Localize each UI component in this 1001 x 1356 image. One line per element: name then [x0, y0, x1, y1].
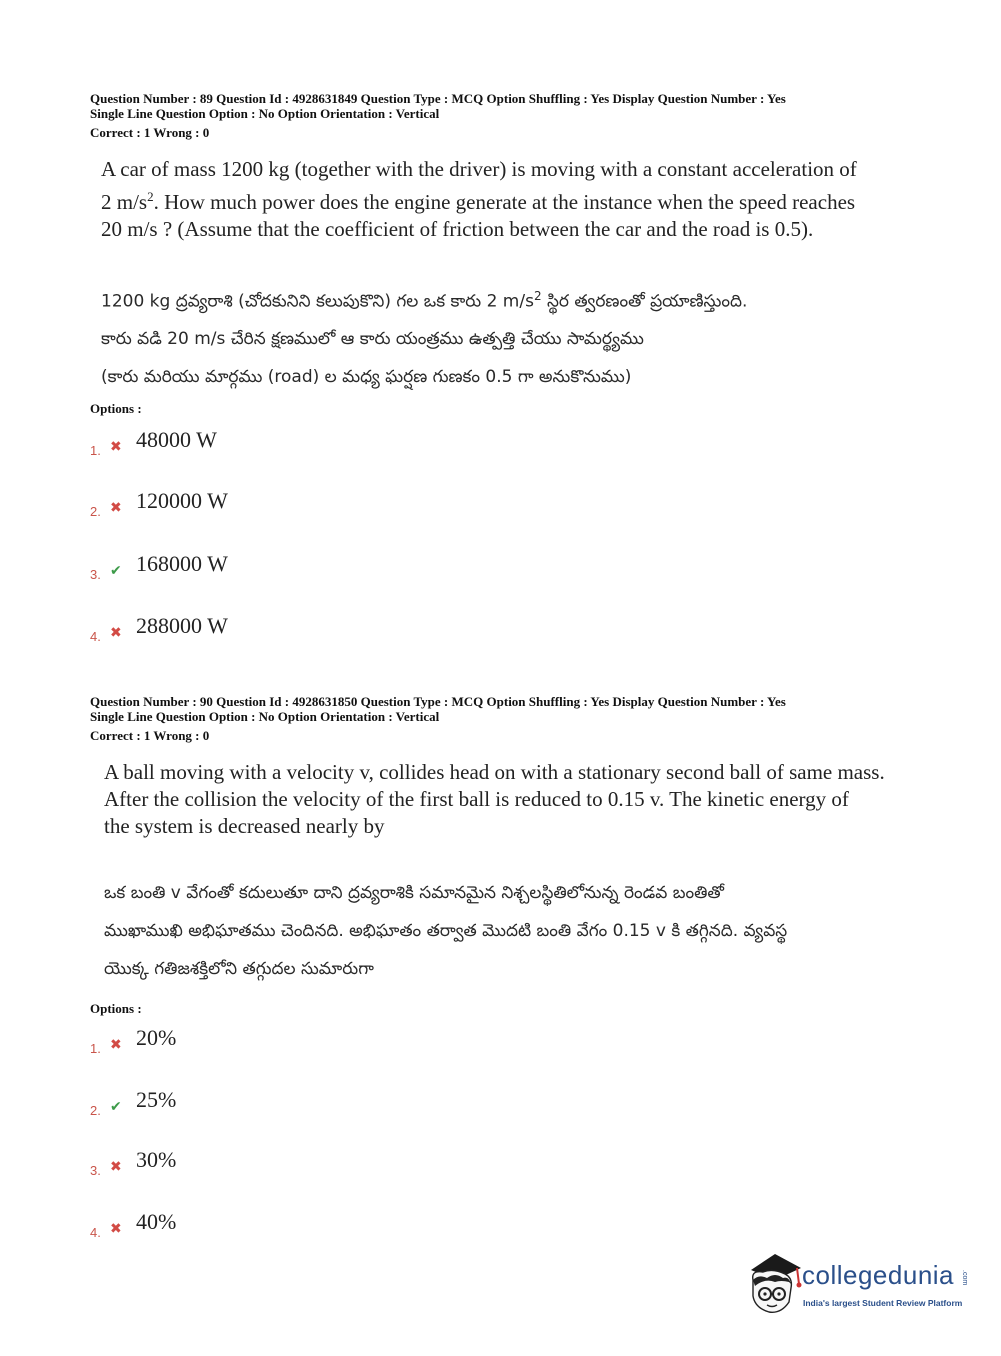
option-number: 3.	[90, 1163, 101, 1178]
cross-icon: ✖	[110, 439, 122, 455]
question-meta-line: Single Line Question Option : No Option Orientation : Vertical	[90, 708, 440, 724]
option-number: 2.	[90, 504, 101, 519]
question-text-line: 20 m/s ? (Assume that the coefficient of friction between the car and the road is 0.5).	[101, 216, 814, 241]
cross-icon: ✖	[110, 625, 122, 641]
question-text-line: కారు వడి 20 m/s చేరిన క్షణములో ఆ కారు యంత్రము ఉత్పత్తి చేయు సామర్థ్యము	[101, 329, 644, 350]
question-score-line: Correct : 1 Wrong : 0	[90, 125, 210, 140]
question-text-line: ఒక బంతి v వేగంతో కదులుతూ దాని ద్రవ్యరాశికి సమానమైన నిశ్చలస్థితిలోనున్న రెండవ బంతితో	[104, 882, 724, 903]
question-meta-line: Question Number : 90 Question Id : 4928631850 Question Type : MCQ Option Shuffling : Yes Display Question Number : Yes	[90, 694, 786, 709]
question-89-block	[90, 92, 920, 396]
mascot-icon	[745, 1252, 803, 1322]
option-number: 4.	[90, 1225, 101, 1240]
checkmark-icon: ✔	[110, 563, 122, 579]
question-text-line: ముఖాముఖి అభిఘాతము చెందినది. అభిఘాతం తర్వాత మొదటి బంతి వేగం 0.15 v కి తగ్గినది. వ్యవస్థ	[104, 920, 788, 941]
question-text-telugu	[101, 277, 920, 397]
question-text-line: యొక్క గతిజశక్తిలోని తగ్గుదల సుమారుగా	[104, 958, 374, 979]
logo-domain: .com	[961, 1270, 968, 1286]
option-value: 288000 W	[136, 613, 228, 638]
option-value: 30%	[136, 1147, 177, 1172]
question-text-line: 1200 kg ద్రవ్యరాశి (చోదకునిని కలుపుకొని) గల ఒక కారు 2 $m/s^2$ స్థిర త్వరణంతో ప్రయాణిస్తుంది.	[101, 288, 748, 312]
option-value: 168000 W	[136, 551, 228, 576]
option-value: 25%	[136, 1087, 177, 1112]
option-value: 40%	[136, 1209, 177, 1234]
question-text-line: (కారు మరియు మార్గము (road) ల మధ్య ఘర్షణ గుణకం 0.5 గా అనుకొనుము)	[101, 367, 632, 388]
option-number: 2.	[90, 1103, 101, 1118]
logo-tagline: India's largest Student Review Platform	[803, 1298, 963, 1308]
options-label: Options :	[90, 1001, 142, 1016]
question-text-line: 2 $m/s^2$. How much power does the engine generate at the instance when the speed reaches	[101, 188, 856, 214]
option-value: 48000 W	[136, 427, 217, 452]
question-score-line: Correct : 1 Wrong : 0	[90, 728, 210, 743]
option-number: 1.	[90, 1041, 101, 1056]
question-text-line: A ball moving with a velocity v, collides head on with a stationary second ball of same mass.	[104, 759, 885, 784]
cross-icon: ✖	[110, 1221, 122, 1237]
question-text-line: After the collision the velocity of the first ball is reduced to 0.15 v. The kinetic energy of	[104, 786, 849, 811]
option-value: 20%	[136, 1025, 177, 1050]
question-meta-line: Question Number : 89 Question Id : 4928631849 Question Type : MCQ Option Shuffling : Yes Display Question Number : Yes	[90, 91, 786, 106]
option-number: 1.	[90, 443, 101, 458]
question-text-english	[101, 156, 920, 243]
option-value: 120000 W	[136, 488, 228, 513]
checkmark-icon: ✔	[110, 1099, 122, 1115]
logo-wordmark: collegedunia	[802, 1260, 955, 1290]
question-text-telugu	[104, 874, 920, 988]
collegedunia-logo	[745, 1252, 975, 1322]
question-text-line: the system is decreased nearly by	[104, 813, 385, 838]
options-label: Options :	[90, 401, 142, 416]
option-number: 3.	[90, 567, 101, 582]
cross-icon: ✖	[110, 1037, 122, 1053]
cross-icon: ✖	[110, 1159, 122, 1175]
question-90-block	[90, 695, 920, 988]
question-meta-line: Single Line Question Option : No Option Orientation : Vertical	[90, 105, 440, 121]
option-number: 4.	[90, 629, 101, 644]
question-text-english	[104, 759, 920, 840]
question-text-line: A car of mass 1200 kg (together with the driver) is moving with a constant acceleration of	[101, 156, 857, 181]
cross-icon: ✖	[110, 500, 122, 516]
